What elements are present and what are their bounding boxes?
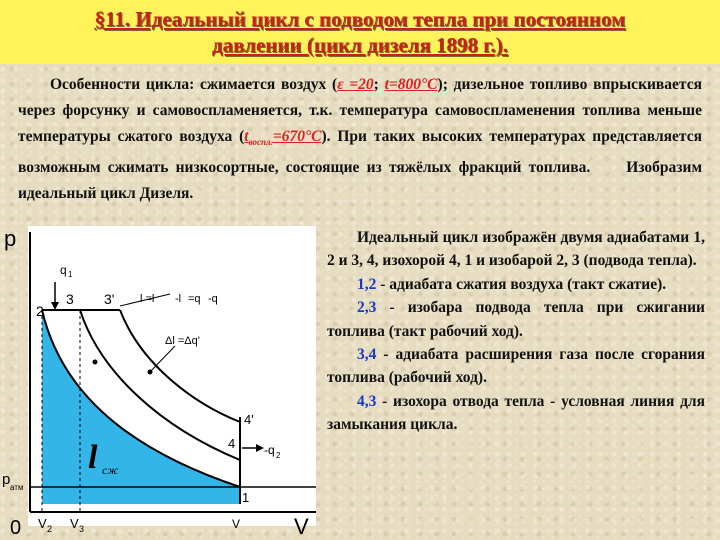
title-line-1: §11. Идеальный цикл с подводом тепла при постоянном [94, 7, 626, 31]
equation-1d: -q [208, 293, 218, 305]
equation-1b: -l [175, 293, 182, 305]
p-atm-sub: атм [10, 483, 24, 492]
description-item-2: 2,3 - изобара подвода тепла при сжигании топлива (такт рабочий ход). [327, 299, 705, 340]
description-intro: Идеальный цикл изображён двумя адиабатами 1, 2 и 3, 4, изохорой 4, 1 и изобарой 2, 3 (подвода тепла). [327, 229, 705, 270]
description-item-4: 4,3 - изохора отвода тепла - условная линия для замыкания цикла. [327, 392, 705, 434]
title-bar [0, 0, 720, 64]
q2-sub: 2 [276, 451, 281, 460]
ignition-temperature: $t_{воспл.}=670^\circ C$ [244, 128, 322, 148]
equation-1: l =l [140, 293, 155, 305]
intro-text-2: ); дизельное топливо впрыскивается через форсунку и самовоспламеняется, т.к. температура самовоспламенения топлива меньше температуры сжатого воздуха ( [18, 76, 702, 145]
p-atm-label: p [2, 471, 11, 488]
point-4-label: 4 [228, 436, 236, 451]
point-dot-2 [93, 360, 98, 365]
intro-text-3: ). При таких высоких температурах представляется возможным сжимать низкосортные, состоящие из тяжёлых фракций топлива. [18, 128, 702, 177]
q1-label: q [60, 263, 67, 277]
q1-sub: 1 [68, 270, 73, 279]
v3-sub: 3 [79, 524, 85, 534]
epsilon-value: ε =20 [337, 76, 374, 93]
origin-label: 0 [10, 517, 22, 539]
point-1-label: 1 [242, 490, 250, 505]
v2-label: V [38, 516, 47, 531]
equation-2: Δl =Δq' [165, 335, 200, 347]
axis-p-label: p [4, 226, 17, 251]
point-4p-label: 4' [244, 412, 254, 427]
v3-label: V [70, 516, 79, 531]
intro-sep: ; [373, 76, 385, 93]
intro-text-4: Изобразим идеальный цикл Дизеля. [18, 159, 703, 203]
intro-text-1: Особенности цикла: сжимается воздух ( [50, 76, 338, 93]
description-item-1: 1,2 - адиабата сжатия воздуха (такт сжатие). [357, 275, 667, 293]
v2-sub: 2 [47, 524, 53, 534]
description-item-3: 3,4 - адиабата расширения газа после сгорания топлива (рабочий ход). [327, 346, 705, 387]
point-3p-label: 3' [104, 291, 115, 307]
point-2-label: 2 [36, 303, 44, 319]
pv-diagram-svg [0, 222, 322, 540]
work-l-label: l [88, 439, 98, 476]
pv-diagram [0, 222, 322, 540]
work-l-sub: сж [102, 463, 119, 477]
temperature-value: t=800°C [384, 76, 438, 93]
title-line-2: давлении (цикл дизеля 1898 г.). [212, 33, 508, 57]
intro-paragraph [18, 72, 702, 207]
point-dot [148, 370, 153, 375]
v1-label: V [232, 517, 241, 531]
equation-1c: =q [188, 293, 201, 305]
axis-v-label: V [294, 514, 309, 539]
q2-label: -q [264, 443, 275, 457]
cycle-description [327, 226, 705, 437]
point-3-label: 3 [66, 291, 74, 307]
